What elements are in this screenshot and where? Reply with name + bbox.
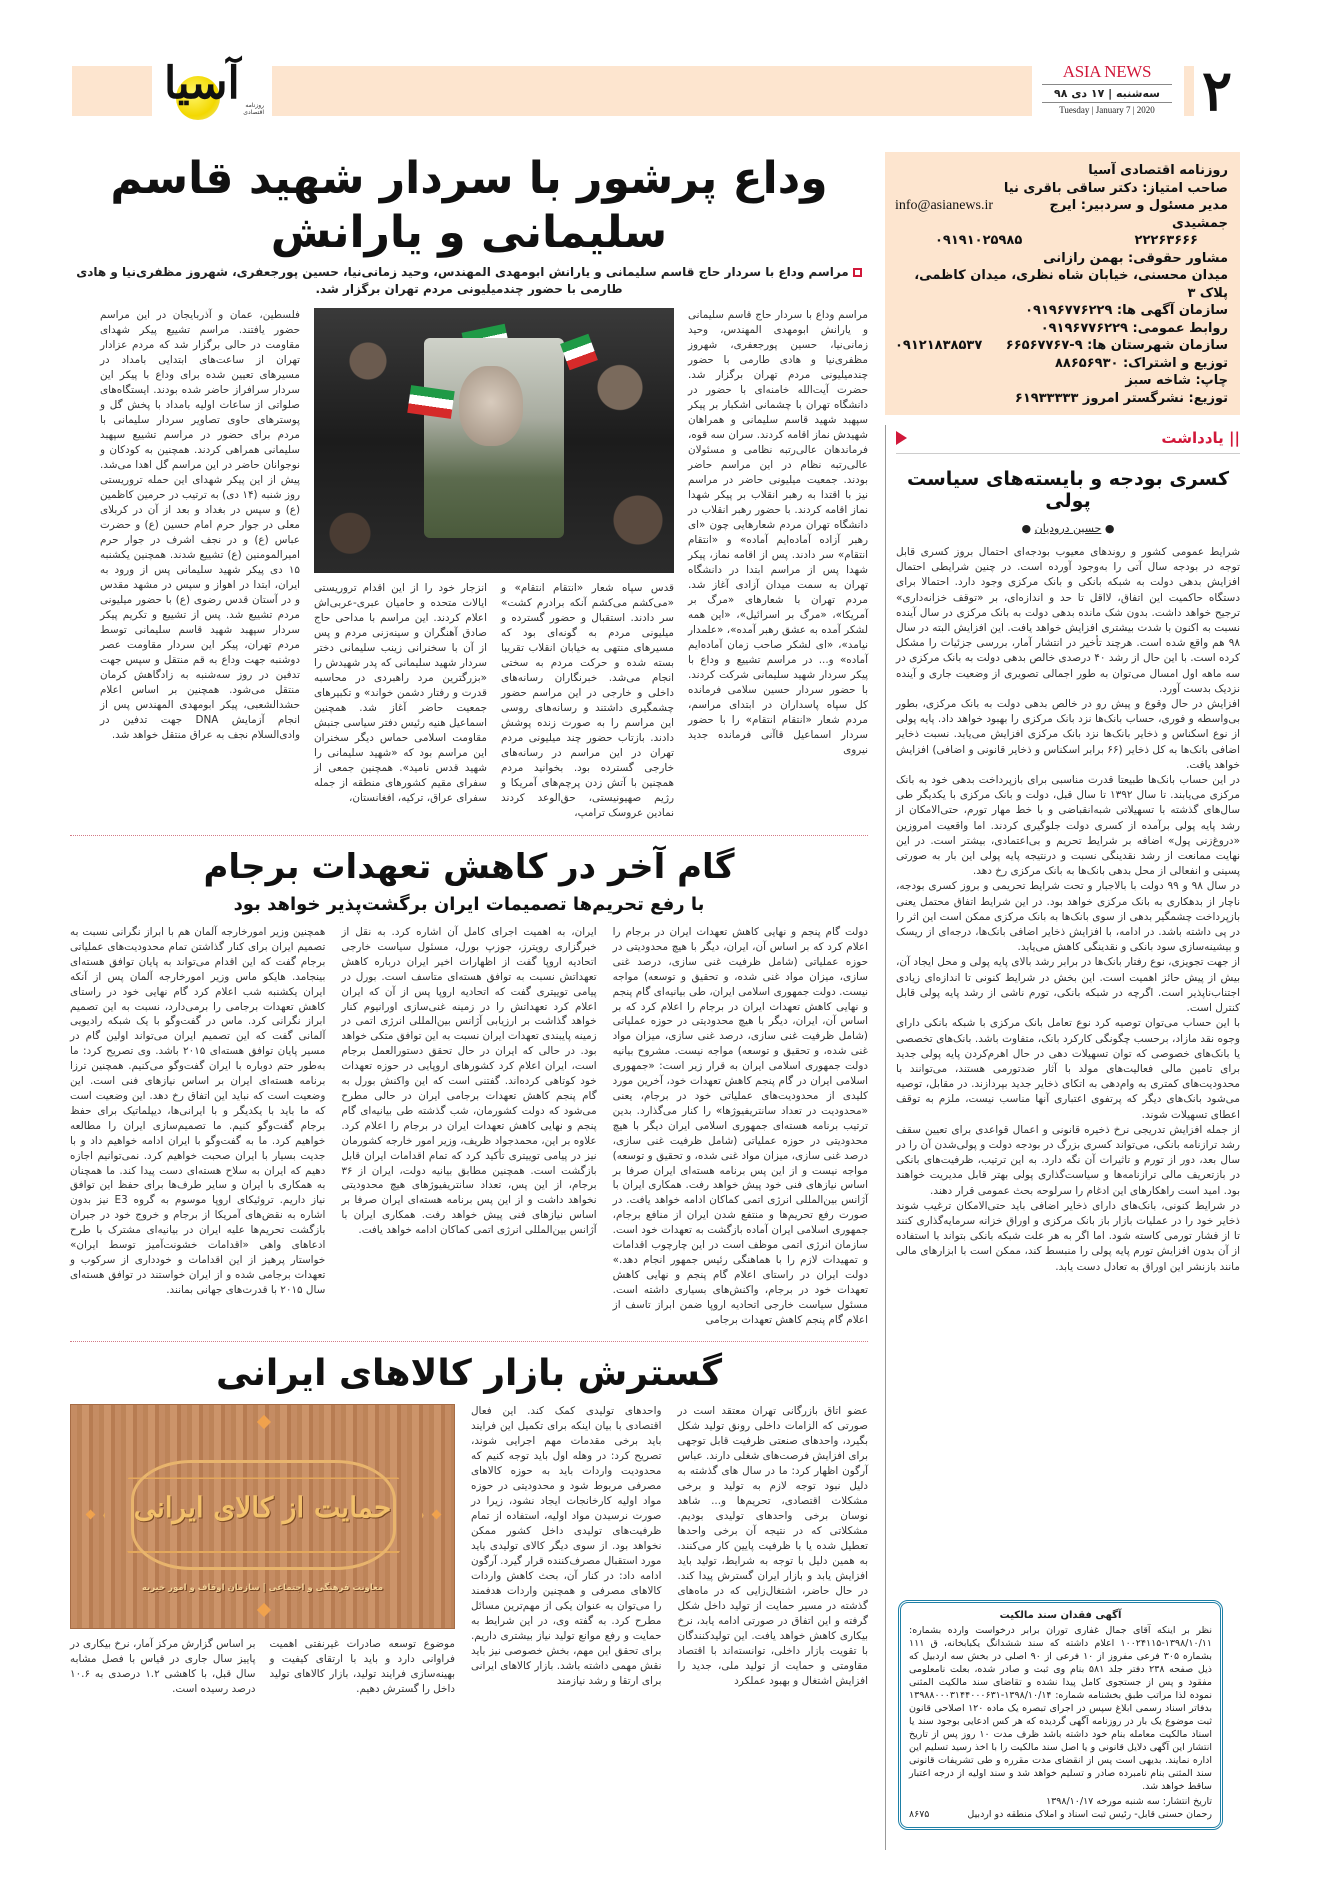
article-photo[interactable]: [314, 308, 674, 573]
opinion-title[interactable]: کسری بودجه و بایسته‌های سیاست پولی: [906, 468, 1229, 512]
article-column: واحدهای تولیدی کمک کند. این فعال اقتصادی با بیان اینکه برای تکمیل این فرایند باید برخی مقدمات مهم اجرایی شوند، تصریح کرد: در وهله اول باید توجه کنیم که محدودیت واردات باید به حوزه کالاهای مصرفی مربوط شود و محدودیتی در حوزه مواد اولیه کارخانجات ایجاد نشود، زیرا در صورت نرسیدن مواد اولیه، استفاده از تمام ظرفیت‌های تولیدی داخل کشور ممکن نخواهد بود. از سوی دیگر کالای تولیدی باید مورد استقبال مصرف‌کننده قرار گیرد. آرگون ادامه داد: در کنار آن، بحث کاهش واردات کالاهای مصرفی و همچنین واردات هدفمند را می‌توان به عنوان یکی از مهم‌ترین مسائل مطرح کرد. به گفته وی، در این شرایط به حمایت و رفع موانع تولید نیاز بیشتری داریم. برای تحقق این مهم، بخش خصوصی نیز باید نقش مهمی داشته باشد. بازار کالاهای ایرانی برای ارتقا و رشد نیازمند: [471, 1405, 662, 1688]
article-lead: [70, 264, 868, 298]
article-columns: [70, 925, 868, 1327]
notice-title: آگهی فقدان سند مالکیت: [999, 1610, 1122, 1621]
logo-subtitle: روزنامه اقتصادی: [243, 102, 264, 116]
date-block: [1042, 62, 1172, 115]
opinion-body: [896, 545, 1240, 1275]
notice-code: ۸۶۷۵: [909, 1809, 930, 1820]
portrait-poster: [424, 338, 564, 538]
section-divider: [70, 835, 868, 836]
article-jcpoa: [70, 846, 868, 1327]
notice-footer: [909, 1808, 1212, 1821]
opinion-header: [896, 425, 1240, 454]
notice-signer: رحمان حسنی قابل- رئیس ثبت اسناد و املاک منطقه دو اردبیل: [967, 1809, 1212, 1820]
legal-notice: [898, 1600, 1223, 1830]
paragraph: از جهت تجویزی، نوع رفتار بانک‌ها در برابر رشد بالای پایه پولی و محل ایجاد آن، بیش از پیش حائز اهمیت است. این بخش در شرایط کنونی تا اندازه‌ای زیادی اجتناب‌ناپذیر است. اگرچه در شبکه بانکی، تورم ناشی از رشد پایه پولی قابل کنترل است.: [896, 956, 1240, 1015]
paragraph: در این حساب بانک‌ها طبیعتا قدرت مناسبی برای بازپرداخت بدهی خود به بانک مرکزی می‌یابند. تا سال ۱۳۹۲ تا سال قبل، دولت و بانک مرکزی با یکدیگر طی سال‌های گذشته با تسهیلاتی شبه‌انقباضی و با خط مهار تورم، حتی‌الامکان از رشد پایه پولی برآمده از کسری دولت جلوگیری کردند. اما واقعیت امروزین «دروغ‌زنی پول» اضافه بر شرایط تحریم و بی‌اعتمادی، بیشتر است. در این نهایت ممانعت از رشد نقدینگی نسبت و درنتیجه پایه پولی این بار به صورتی پسینی و انفعالی از محل بدهی بانک‌ها به بانک مرکزی رخ دهد.: [896, 774, 1240, 878]
image-caption: معاونت فرهنگی و اجتماعی | سازمان اوقاف و امور خیریه: [141, 1583, 384, 1594]
iran-flag-icon: [407, 385, 454, 419]
masthead-band: [72, 66, 152, 116]
play-arrow-icon: [896, 431, 907, 445]
date-english: Tuesday | January 7 | 2020: [1059, 105, 1155, 115]
imprint-line: صاحب امتیاز: دکتر ساقی باقری نیا: [1003, 180, 1228, 196]
notice-date: تاریخ انتشار: سه شنبه مورخه ۱۳۹۸/۱۰/۱۷: [1046, 1796, 1212, 1807]
article-headline[interactable]: وداع پرشور با سردار شهید قاسم سلیمانی و یارانش: [110, 153, 828, 258]
support-iranian-goods-image[interactable]: [70, 1404, 455, 1629]
imprint-line: توزیع: نشرگستر امروز ۶۱۹۳۳۳۳۳: [1014, 390, 1228, 406]
opinion-author: ● حسین درودیان ●: [1021, 522, 1115, 535]
imprint-line: میدان محسنی، خیابان شاه نظری، میدان کاظمی، پلاک ۳: [914, 268, 1228, 301]
article-headline[interactable]: گام آخر در کاهش تعهدات برجام: [203, 847, 735, 887]
article-column: همچنین وزیر امورخارجه آلمان هم با ابراز نگرانی نسبت به تصمیم ایران برای کنار گذاشتن تمام محدودیت‌های عملیاتی برجام گفت که این اقدام می‌تواند به پایان توافق هسته‌ای بینجامد. هایکو ماس وزیر امورخارجه آلمان پس از آنکه ایران یکشنبه شب اعلام کرد گام نهایی خود در راستای کاهش تعهدات برجامی را برمی‌دارد، نسبت به این تصمیم ابراز نگرانی کرد. ماس در گفت‌وگو با یک شبکه رادیویی آلمانی گفت که این تصمیم ایران می‌تواند اولین گام در مسیر پایان توافق هسته‌ای ۲۰۱۵ باشد. وی تصریح کرد: ما به‌طور حتم دوباره با ایران گفت‌وگو می‌کنیم. همچنین ترزا برنامه هسته‌ای ایران بر اساس نیازهای فنی است. این وضعیت است که نباید این اتفاق رخ دهد. این وضعیت است که ما باید با یکدیگر و با ایرانی‌ها، دیپلماتیک برای حفظ برجام گفت‌وگو کنیم. ما تصمیم‌سازی ایران را مطالعه خواهیم کرد. ما به گفت‌وگو با ایران ادامه خواهیم داد و با جدیت بسیار با ایران صحبت خواهیم کرد. نمی‌توانیم اجازه دهیم که ایران به سلاح هسته‌ای دست پیدا کند. ما همچنان به همکاری با ایران و سایر طرف‌ها برای حفظ این توافق نیاز داریم. تروئیکای اروپا موسوم به گروه E3 نیز بدون اشاره به نقض‌های آمریکا از برجام و خروج خود در جبران بازگشت تحریم‌ها علیه ایران در بیانیه‌ای مشترک با طرح ادعاهای واهی «اقدامات خشونت‌آمیز توسط ایران» خواستار پرهیز از این اقدامات و خودداری از سرکوب و تعهدات برجامی شده و از ایران خواستند در توافق هسته‌ای سال ۲۰۱۵ با قدرت‌های جهانی بمانند.: [70, 926, 326, 1296]
notice-body: نظر بر اینکه آقای جمال غفاری توران برابر درخواست وارده بشماره: ۱۳۹۸/۱۰/۱۱-۱۰۰۲۴۱۱۵ اعلام داشته که سند ششدانگ یکبابخانه، ق ۱۱۱ بشماره ۳۰۵ فرعی مفروز از ۱۰ فرعی از ۹۰ اصلی در بخش سه اردبیل که ذیل صفحه ۲۳۸ دفتر جلد ۵۸۱ بنام وی ثبت و صادر شده، بعلت نامعلومی مفقود و پس از جستجوی کامل پیدا نشده و تقاضای سند مالکیت المثنی نموده لذا مراتب طبق بخشنامه شماره: ۱۳۹۸/۱۰/۱۴-۱۳۹۸۸۰۰۰۳۱۴۴۰۰۰۶۳۱ بدفاتر اسناد رسمی ابلاغ سپس در اجرای تبصره یک ماده ۱۲۰ اصلاحی قانون ثبت موضوع یک بار در روزنامه آگهی گردیده که هر کس ادعایی بوجود سند یا اسناد مالکیت معامله بنام خود داشته باشد ظرف مدت ۱۰ روز پس از تاریخ انتشار این آگهی دلایل قانونی و یا اصل سند مالکیت را با اخذ رسید تسلیم این اداره نمایند. بدیهی است پس از انقضای مدت مقرره و طی تشریفات قانونی سند المثنی بنام نامبرده صادر و تسلیم خواهد شد و سند اولیه از درجه اعتبار ساقط خواهد شد.: [909, 1625, 1212, 1792]
article-column: بر اساس گزارش مرکز آمار، نرخ بیکاری در پاییز سال جاری در قیاس با فصل مشابه سال قبل، با کاهشی ۱.۲ درصدی به ۱۰.۶ درصد رسیده است.: [70, 1638, 256, 1696]
imprint-row: [895, 197, 1228, 232]
masthead: [72, 58, 1312, 124]
article-iranian-goods: [70, 1352, 868, 1697]
article-soleimani: [70, 152, 868, 821]
paragraph: در شرایط کنونی، بانک‌های دارای ذخایر اضافی باید حتی‌الامکان ترغیب شوند ذخایر خود را در عملیات بازار باز بانک مرکزی و اوراق خزانه سرمایه‌گذاری کنند تا از فشار تورمی کاسته شود. اما اگر به هر علت شبکه بانکی بتواند با استفاده از آن بدون افزایش تورم پایه پولی را منبسط کند، ممکن است با ابزارهای مالی مانند بازنشر این اوراق به تعادل دست یابد.: [896, 1199, 1240, 1273]
imprint-line: سازمان آگهی ها: ۰۹۱۹۶۷۷۶۲۲۹: [1025, 303, 1228, 318]
masthead-band: [1184, 66, 1194, 116]
under-photo-columns: [314, 581, 674, 821]
page-number: ۲: [1202, 58, 1233, 124]
imprint-row: [895, 232, 1228, 250]
imprint-mobile: ۰۹۱۹۱۰۲۵۹۸۵: [935, 233, 1023, 248]
imprint-line: چاپ: شاخه سبز: [1125, 373, 1228, 388]
article-column: موضوع توسعه صادرات غیرنفتی اهمیت فراوانی دارد و باید با ارتقای کیفیت و بهینه‌سازی فرایند تولید، بازار کالاهای تولید داخل را گسترش دهیم.: [269, 1638, 455, 1696]
image-calligraphy: حمایت از کالای ایرانی: [133, 1491, 392, 1525]
article-column: انزجار خود را از این اقدام تروریستی ایالات متحده و حامیان عبری-عربی‌اش اعلام کردند. این مراسم با مداحی حاج صادق آهنگران و سینه‌زنی مردم و پس از آن با سخنرانی زینب سلیمانی دختر سردار شهید سلیمانی که پدر شهیدش را «بزرگترین مرد راهبردی در محاسبه قدرت و رفتار دشمن خواند» و تکبیرهای جمعیت حاضر آغاز شد. همچنین اسماعیل هنیه رئیس دفتر سیاسی جنبش مقاومت اسلامی حماس دیگر سخنران این مراسم بود که «شهید سلیمانی را شهید قدس نامید». همچنین جمعی از سفرای مقیم کشورهای منطقه از جمله سفرای عراق، ترکیه، افغانستان،: [314, 582, 487, 804]
paragraph: از جمله افزایش تدریجی نرخ ذخیره قانونی و اعمال قواعدی برای تعیین سقف رشد ترازنامه بانکی، می‌تواند کسری بزرگ در بودجه دولت و پولی‌شدن آن را در سال بعد، دور از تورم و تاثیرات آن نگه دارد. به این ترتیب، ظرفیت‌های بانکی در بازتعریف مالی ترازنامه‌ها و سیاست‌گذاری پولی بهتر قابل مدیریت خواهند بود. امید است راهکارهای این ادغام را سرلوحه بحث عمومی قرار دهند.: [896, 1123, 1240, 1197]
section-divider: [70, 1341, 868, 1342]
article-columns: [70, 308, 868, 821]
imprint-line: روزنامه اقتصادی آسیا: [1088, 163, 1228, 178]
article-column: مراسم وداع با سردار حاج قاسم سلیمانی و یارانش ابومهدی المهندس، وحید زمانی‌نیا، حسین پورجعفری، شهروز مظفری‌نیا و هادی طارمی با حضور چندمیلیونی مردم تهران برگزار شد. حضرت آیت‌الله خامنه‌ای با حضور در دانشگاه تهران با چشمانی اشکبار بر پیکر سپهبد شهید قاسم سلیمانی و همراهان شهیدش نماز اقامه کردند. سران سه قوه، فرماندهان عالی‌رتبه نظامی و مسئولان عالی‌رتبه نظام در این مراسم حاضر بودند. جمعیت میلیونی حاضر در مراسم نیز با اقتدا به رهبر انقلاب بر پیکر شهدا نماز اقامه کردند. با حضور رهبر انقلاب در دانشگاه تهران مردم شعارهایی چون «ای رهبر آزاده آماده‌ایم آماده» و «انتقام انتقام» سر دادند. پس از اقامه نماز، پیکر شهدا پس از مراسم ابتدا در دانشگاه تهران به سمت میدان آزادی آغاز شد. مردم تهران با شعارهای «مرگ بر آمریکا»، «مرگ بر اسرائیل»، «این همه لشکر آمده به عشق رهبر آمده»، «علمدار نیامد»، «ای لشکر صاحب زمان آماده‌ایم آماده» و... در مراسم تشییع و وداع با پیکر سردار شهید سلیمانی شرکت کردند. با حضور سردار حسین سلامی فرمانده کل سپاه پاسداران در ابتدای مراسم، مردم شعار «انتقام انتقام» را با حضور سردار اسماعیل قاآنی فرمانده جدید نیروی: [688, 309, 868, 756]
imprint-phone: ۲۲۲۶۳۶۶۶: [1134, 233, 1198, 248]
paragraph: در سال ۹۸ و ۹۹ دولت با بالاجبار و تحت شرایط تحریمی و بروز کسری بودجه، ناچار از بدهکاری به بانک مرکزی خواهد بود. در این شرایط اتفاق محتمل یعنی بازپرداخت چشمگیر بدهی از سوی بانک‌ها به بانک مرکزی ممکن است این اثر را در پی داشته باشد. در ادامه، با افزایش ذخایر اضافی بانک‌ها، درجه‌ای از ریسک و بیشینه‌سازی سود بانکی و نقدینگی کاهش می‌یابد.: [896, 880, 1240, 954]
section-label: || یادداشت: [1161, 429, 1240, 447]
imprint-editor: مدیر مسئول و سردبیر: ایرج جمشیدی: [1049, 198, 1228, 231]
article-column: ایران، به اهمیت اجرای کامل آن اشاره کرد. به نقل از خبرگزاری رویترز، جوزپ بورل، مسئول سیاست خارجی اتحادیه اروپا گفت از اظهارات اخیر ایران درباره کاهش تعهداتش نسبت به توافق هسته‌ای متاسف است. بورل در پیامی توییتری گفت که اتحادیه اروپا پس از آن که ایران اعلام کرد تعهداتش را در زمینه غنی‌سازی اورانیوم کنار خواهد گذاشت بر ارزیابی آژانس بین‌المللی انرژی اتمی در زمینه پایبندی تعهدات ایران نسبت به این توافق متکی خواهد بود. در حالی که ایران در حال تحقق دستورالعمل برجام است، ایران اعلام کرد کشورهای اروپایی در حوزه تعهدات خود کوتاهی کرده‌اند. گفتنی است که این واکنش بورل به گام پنجم کاهش تعهدات برجامی ایران در حالی مطرح می‌شود که دولت کشورمان، شب گذشته طی بیانیه‌ای گام پنجم و نهایی کاهش تعهدات ایران در برجام را اعلام کرد. علاوه بر این، محمدجواد ظریف، وزیر امور خارجه کشورمان نیز در پیامی توییتری تأکید کرد که تمام اقدامات ایران قابل بازگشت است. همچنین مطابق بیانیه دولت، ایران از ۳۶ برجام، از این پس، تعداد سانتریفیوژهای هیچ محدودیتی نخواهد داشت و از این پس برنامه هسته‌ای ایران صرفا بر اساس نیازهای فنی پیش خواهد رفت. همکاری ایران با آژانس بین‌المللی انرژی اتمی کماکان ادامه خواهد یافت.: [341, 926, 597, 1237]
opinion-column: [885, 425, 1240, 1850]
image-column: [70, 1404, 455, 1697]
lead-text: مراسم وداع با سردار حاج قاسم سلیمانی و یارانش ابومهدی المهندس، وحید زمانی‌نیا، حسین پورجعفری، شهروز مظفری‌نیا و هادی طارمی با حضور چندمیلیونی مردم تهران برگزار شد.: [76, 265, 849, 296]
imprint-line: توزیع و اشتراک: ۸۸۶۵۶۹۳۰: [1054, 355, 1228, 371]
date-persian: سه‌شنبه | ۱۷ دی ۹۸: [1042, 85, 1172, 103]
article-column: فلسطین، عمان و آذربایجان در این مراسم حضور یافتند. مراسم تشییع پیکر شهدای مقاومت در حالی برگزار شد که مردم عزادار تهران از ساعت‌های ابتدایی بامداد در مسیرهای تعیین شده برای وداع با پیکر این سردار سرافراز حاضر شده بودند. ایستگاه‌های صلواتی از ساعات اولیه بامداد با پخش گل و پوسترهای حاوی تصاویر سردار سلیمانی با مردم برای حضور در مراسم تشییع سپهبد سلیمانی همراهی کردند. همچنین به کودکان و نوجوانان حاضر در این مراسم گل اهدا می‌شد. پیش از این پیکر شهدای این حمله تروریستی روز شنبه (۱۴ دی) به ترتیب در حرمین کاظمین (ع) و سپس در بغداد و بعد از آن در کربلای معلی در جوار حرم امام حسین (ع) و حضرت عباس (ع) و در نجف اشرف در جوار حرم امیرالمومنین (ع) تشییع شدند. همچنین یکشنبه ۱۵ دی پیکر شهید سلیمانی پس از ورود به ایران، ابتدا در اهواز و سپس در مشهد مقدس و در آستان قدس رضوی (ع) با حضور میلیونی مردم تشییع شد. پس از تشییع و تکریم پیکر سردار سپهبد شهید قاسم سلیمانی توسط مردم تهران، پیکر این سردار مقاومت عصر دوشنبه جهت وداع به قم منتقل و سپس جهت تدفین در روز سه‌شنبه به زادگاهش کرمان منتقل می‌شود. همچنین بر اساس اعلام حشدالشعبی، پیکر ابومهدی المهندس پس از انجام آزمایش DNA جهت تدفین در وادی‌السلام نجف به عراق منتقل خواهد شد.: [100, 309, 300, 741]
imprint-line: مشاور حقوقی: بهمن رازانی: [1043, 250, 1228, 266]
imprint-email[interactable]: info@asianews.ir: [895, 198, 994, 213]
paragraph: افزایش در حال وقوع و پیش رو در خالص بدهی دولت به بانک مرکزی، بطور بی‌واسطه و فوری، حساب بانک‌ها نزد بانک مرکزی را بهبود خواهد داد. پایه پولی از نوع اسکناس و ذخایر بانک‌ها نزد بانک مرکزی افزایش می‌یابد. نسبت ذخایر اضافی بانک‌ها به کل ذخایر (۶۶ برابر اسکناس و ذخایر قانونی و اضافی) افزایش خواهد یافت.: [896, 698, 1240, 771]
imprint-line: روابط عمومی: ۰۹۱۹۶۷۷۶۲۲۹: [1040, 320, 1228, 336]
author-name: حسین درودیان: [1034, 522, 1102, 535]
main-content: [70, 152, 868, 1697]
article-column: قدس سپاه شعار «انتقام انتقام» و «می‌کشم می‌کشم آنکه برادرم کشت» سر دادند. استقبال و حضور گسترده و میلیونی مردم به گونه‌ای بود که مسیرهای منتهی به خیابان انقلاب تقریبا بسته شده و حرکت مردم به سختی انجام می‌شد. خبرنگاران رسانه‌های داخلی و خارجی در این مراسم حضور چشمگیری داشتند و رسانه‌های روسی این مراسم را به صورت زنده پوشش دادند. بازتاب حضور چند میلیونی مردم تهران در این مراسم در رسانه‌های خارجی گسترده بود. بخوانید مردم همچنین با آتش زدن پرچم‌های آمریکا و رژیم صهیونیستی، حق‌الوعد کردند نمادین عروسک ترامپ،: [501, 582, 674, 819]
article-columns: [70, 1404, 868, 1697]
newspaper-logo[interactable]: [154, 58, 264, 122]
article-headline[interactable]: گسترش بازار کالاهای ایرانی: [215, 1353, 723, 1395]
article-subheadline: با رفع تحریم‌ها تصمیمات ایران برگشت‌پذیر خواهد بود: [233, 894, 705, 915]
article-column: عضو اتاق بازرگانی تهران معتقد است در صورتی که الزامات داخلی رونق تولید شکل بگیرد، واحدهای صنعتی ظرفیت قابل توجهی برای افزایش فرصت‌های شغلی دارند. عباس آرگون اظهار کرد: ما در سال های گذشته به دلیل نبود توجه لازم به تولید و برخی مشکلات اقتصادی، تحریم‌ها و... شاهد نوسان برخی واحدهای تولیدی بودیم. مشکلاتی که در نتیجه آن برخی واحدها تعطیل شده یا با ظرفیت پایین کار می‌کنند. به همین دلیل با توجه به شرایط، تولید باید افزایش یابد و بازار ایران گسترش پیدا کند. در حال حاضر، اشتغال‌زایی که در ماه‌های گذشته در مسیر حمایت از تولید داخل شکل گرفته و این اتفاق در صورتی ادامه یابد، نرخ بیکاری کاهش خواهد یافت. این تولیدکنندگان با تقویت بازار داخلی، توانسته‌اند با اقتصاد مقاومتی و حمایت از تولید ملی، جدید را افزایش اشتغال و بهبود عملکرد: [677, 1405, 868, 1688]
logo-text: آسیا: [164, 58, 240, 109]
article-column: دولت گام پنجم و نهایی کاهش تعهدات ایران در برجام را اعلام کرد که بر اساس آن، ایران، دیگر با هیچ محدودیتی در حوزه عملیاتی (شامل ظرفیت غنی سازی، درصد غنی سازی، میزان مواد غنی شده، و تحقیق و توسعه) مواجه نیست. دولت جمهوری اسلامی ایران، طی بیانیه‌ای گام پنجم و نهایی کاهش تعهدات ایران در برجام را اعلام کرد که بر اساس آن، ایران، دیگر با هیچ محدودیتی در حوزه عملیاتی (شامل ظرفیت غنی سازی، درصد غنی سازی، میزان مواد غنی شده، و تحقیق و توسعه) مواجه نیست. مشروح بیانیه دولت جمهوری اسلامی ایران به قرار زیر است: «جمهوری اسلامی ایران در گام پنجم کاهش تعهدات خود، آخرین مورد کلیدی از محدودیت‌های عملیاتی خود در برجام، یعنی «محدودیت در تعداد سانتریفیوژها» را کنار می‌گذارد. بدین ترتیب برنامه هسته‌ای جمهوری اسلامی ایران دیگر با هیچ محدودیتی در حوزه عملیاتی (شامل ظرفیت غنی سازی، درصد غنی سازی، میزان مواد غنی شده، و تحقیق و توسعه) مواجه نیست و از این پس برنامه هسته‌ای ایران صرفا بر اساس نیازهای فنی خود پیش خواهد رفت. همکاری ایران با آژانس بین‌المللی انرژی اتمی کماکان ادامه خواهد یافت. در صورت رفع تحریم‌ها و منتفع شدن ایران از منافع برجام، جمهوری اسلامی ایران آماده بازگشت به تعهدات خود است. سازمان انرژی اتمی موظف است در این چارچوب اقدامات و تمهیدات لازم را با هماهنگی رئیس جمهور انجام دهد.» دولت ایران در راستای اعلام گام پنجم و نهایی کاهش تعهدات خود در برجام، واکنش‌های بسیاری داشته است. مسئول سیاست خارجی اتحادیه اروپا ضمن ابراز تاسف از اعلام گام پنجم کاهش تعهدات برجامی: [612, 926, 868, 1326]
sidebar: [885, 152, 1240, 1850]
ornament-icon: [257, 1415, 271, 1429]
photo-column: [314, 308, 674, 821]
brand-name: ASIA NEWS: [1042, 62, 1172, 85]
ornament-icon: [257, 1603, 271, 1617]
imprint-box: [885, 152, 1240, 415]
masthead-band: [272, 66, 1032, 116]
imprint-provinces: سازمان شهرستان ها: ۹-۶۶۵۶۷۷۶۷: [1005, 338, 1228, 353]
bullet-square-icon: [853, 268, 862, 277]
imprint-provinces-mobile: ۰۹۱۲۱۸۳۸۵۳۷: [895, 338, 983, 353]
paragraph: شرایط عمومی کشور و روندهای معیوب بودجه‌ای احتمال بروز کسری قابل توجه در بودجه سال آتی را به‌وجود آورده است. در چنین شرایطی احتمال افزایش بدهی دولت به شبکه بانکی و بانک مرکزی وجود دارد. احتمالا برای دستگاه حاکمیت این اتفاق، لااقل تا حد و اندازه‌ای، بر «توقف خزانه‌داری» ترجیح خواهد داشت. بدون شک مانده بدهی دولت به بانک مرکزی در سال آینده نسبت به اکنون با شدت بیشتری افزایش خواهد یافت. این افزایش البته در سال ۹۸ هم واقع شده است. هرچند تأخیر در انتشار آمار، بررسی جزئیات را مشکل کرده است. با این حال از رشد ۴۰ درصدی خالص بدهی دولت به بانک مرکزی در سه ماهه اول امسال می‌توان به طور اجمالی تصویری از وضعیت جاری و آینده نزدیک بدست آورد.: [896, 546, 1240, 695]
portrait-face: [459, 366, 523, 446]
imprint-row: [895, 337, 1228, 355]
under-image-columns: [70, 1637, 455, 1697]
paragraph: با این حساب می‌توان توصیه کرد نوع تعامل بانک مرکزی با شبکه بانکی دارای وجوه نقد مازاد، برحسب چگونگی کارکرد بانک، متفاوت باشد. بانک‌های تخصصی یا بانک‌های خصوصی که توان تسهیلات دهی در حال اهرم‌کردن پایه پولی جدید برای تامین مالی فعالیت‌های مولد با آثار ضدتورمی هستند، می‌توانند با محدودیت‌های کمتری به وام‌دهی به اتکای ذخایر جدید بپردازند. در مقابل، توصیه می‌شود بانک‌های دیگر که پرتفوی اعتباری آنها مناسب نیست، ملزم به توقف اعطای تسهیلات شوند.: [896, 1017, 1240, 1121]
